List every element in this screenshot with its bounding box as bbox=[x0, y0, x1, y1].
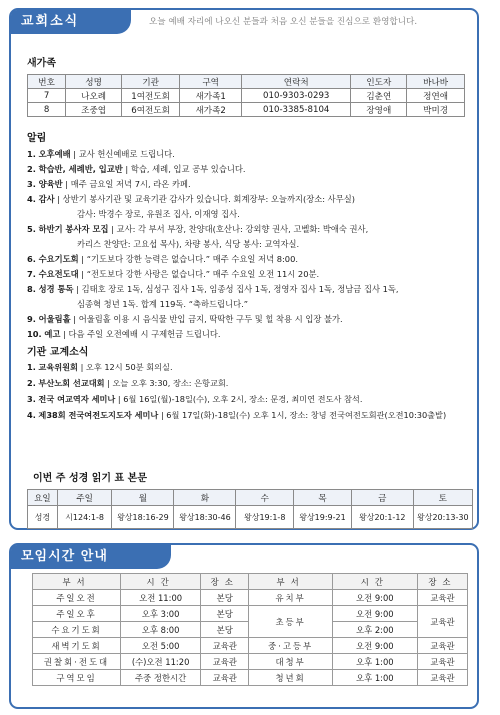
bible-reading-title: 이번 주 성경 읽기 표 본문 bbox=[33, 473, 148, 484]
meeting-place: 본당 bbox=[201, 590, 249, 606]
table-row bbox=[28, 506, 473, 529]
list-item-text: | 6월 16일(월)-18일(수), 오후 2시, 장소: 문경, 최미연 전도사 참석. bbox=[115, 394, 363, 404]
meeting-name: 수요기도회 bbox=[33, 622, 121, 638]
notices-list bbox=[27, 147, 477, 342]
list-item-label: 수요전도대 bbox=[38, 269, 79, 279]
institution-news-list bbox=[27, 359, 482, 423]
newcomer-district: 새가족1 bbox=[180, 89, 242, 103]
list-item-text: | 상반기 봉사기관 및 교육기관 감사가 있습니다. 회계장부: 오늘까지(장소: 사무실) bbox=[54, 194, 355, 204]
list-item bbox=[27, 177, 477, 192]
list-item-label: 양육반 bbox=[38, 179, 63, 189]
list-item bbox=[27, 222, 477, 237]
meeting-place: 교육관 bbox=[417, 654, 467, 670]
newcomer-barnabas: 정연애 bbox=[407, 89, 465, 103]
list-item-number: 6. bbox=[27, 254, 36, 264]
list-item-number: 5. bbox=[27, 224, 36, 234]
header-leader: 인도자 bbox=[351, 75, 407, 89]
list-item-text: 감사: 박경수 장로, 유원조 집사, 이재영 집사. bbox=[77, 209, 240, 219]
list-item-text: 카리스 찬양단: 고요섭 목사), 차량 봉사, 식당 봉사: 교역자실. bbox=[77, 239, 300, 249]
welcome-message: 오늘 예배 자리에 나오신 분들과 처음 오신 분들을 진심으로 환영합니다. bbox=[149, 17, 418, 27]
list-item-text: | 김태호 장로 1독, 심성구 집사 1독, 임종성 집사 1독, 정영자 집사 1독, 정남금 집사 1독, bbox=[73, 284, 399, 294]
bible-reading-header-row bbox=[28, 490, 473, 506]
reading-cell: 왕상18:30-46 bbox=[174, 506, 236, 529]
reading-header-cell: 주일 bbox=[57, 490, 112, 506]
meeting-name: 주일오후 bbox=[33, 606, 121, 622]
list-item-label: 수요기도회 bbox=[38, 254, 79, 264]
list-item bbox=[27, 252, 477, 267]
reading-cell: 왕상19:1-8 bbox=[236, 506, 294, 529]
list-item-label: 부산노회 선교대회 bbox=[38, 378, 105, 388]
meeting-name: 주일오전 bbox=[33, 590, 121, 606]
meeting-name: 청년회 bbox=[249, 670, 332, 686]
newcomer-contact: 010-3385-8104 bbox=[242, 103, 351, 117]
newcomer-name: 조중엽 bbox=[66, 103, 122, 117]
meeting-name: 새벽기도회 bbox=[33, 638, 121, 654]
institution-news-title: 기관 교계소식 bbox=[27, 347, 89, 358]
header-place: 장소 bbox=[417, 574, 467, 590]
list-item-label: 오후예배 bbox=[38, 149, 71, 159]
list-item-number: 10. bbox=[27, 329, 42, 339]
church-news-header: 교회소식 bbox=[11, 10, 131, 34]
table-row bbox=[33, 638, 468, 654]
list-item bbox=[27, 162, 477, 177]
meeting-time: 오후 2:00 bbox=[332, 622, 417, 638]
reading-cell: 왕상20:13-30 bbox=[413, 506, 472, 529]
meeting-times-table bbox=[32, 573, 468, 686]
meeting-time: 오전 9:00 bbox=[332, 638, 417, 654]
list-item-number: 9. bbox=[27, 314, 36, 324]
reading-header-cell: 요일 bbox=[28, 490, 58, 506]
list-item-label: 성경 통독 bbox=[38, 284, 74, 294]
meeting-place: 교육관 bbox=[201, 654, 249, 670]
newcomers-title: 새가족 bbox=[27, 58, 56, 69]
meeting-place: 본당 bbox=[201, 622, 249, 638]
meeting-name: 구역모임 bbox=[33, 670, 121, 686]
meeting-time-text: 정한시간 bbox=[153, 672, 187, 683]
table-row bbox=[33, 670, 468, 686]
meeting-place: 교육관 bbox=[201, 638, 249, 654]
list-item-label: 감사 bbox=[38, 194, 55, 204]
meeting-time: 오후 3:00 bbox=[121, 606, 201, 622]
list-item-label: 예고 bbox=[44, 329, 61, 339]
list-item-number: 3. bbox=[27, 179, 36, 189]
list-item-text: | 어울림홀 이용 시 음식물 반입 금지, 딱딱한 구두 및 힐 착용 시 입장 불가. bbox=[70, 314, 343, 324]
reading-header-cell: 수 bbox=[236, 490, 294, 506]
notices-title: 알림 bbox=[27, 133, 47, 144]
newcomers-table bbox=[27, 74, 465, 117]
reading-header-cell: 목 bbox=[293, 490, 351, 506]
meeting-header-row bbox=[33, 574, 468, 590]
list-item-text: | “전도보다 강한 사랑은 없습니다.” 매주 수요일 오전 11시 20분. bbox=[78, 269, 320, 279]
list-item bbox=[27, 327, 477, 342]
list-item bbox=[27, 237, 477, 252]
list-item-number: 1. bbox=[27, 149, 36, 159]
list-item bbox=[27, 297, 477, 312]
newcomer-district: 새가족2 bbox=[180, 103, 242, 117]
list-item bbox=[27, 407, 482, 423]
list-item-label: 교육위원회 bbox=[38, 362, 78, 372]
header-number: 번호 bbox=[28, 75, 66, 89]
church-news-panel bbox=[9, 8, 479, 530]
list-item-label: 어울림홀 bbox=[38, 314, 71, 324]
list-item-text: | 오후 12시 50분 회의실. bbox=[77, 362, 173, 372]
header-place: 장소 bbox=[201, 574, 249, 590]
list-item-number: 8. bbox=[27, 284, 36, 294]
list-item-number: 2. bbox=[27, 378, 36, 388]
list-item bbox=[27, 207, 477, 222]
list-item-text: | 학습, 세례, 입교 공부 있습니다. bbox=[122, 164, 246, 174]
meeting-place: 교육관 bbox=[417, 590, 467, 606]
meeting-times-panel bbox=[9, 543, 479, 709]
header-time: 시간 bbox=[332, 574, 417, 590]
newcomer-name: 나오례 bbox=[66, 89, 122, 103]
reading-header-cell: 화 bbox=[174, 490, 236, 506]
reading-cell: 시124:1-8 bbox=[57, 506, 112, 529]
list-item-text: | 교사 헌신예배로 드립니다. bbox=[70, 149, 175, 159]
meeting-name: 대청부 bbox=[249, 654, 332, 670]
header-time: 시간 bbox=[121, 574, 201, 590]
meeting-place: 본당 bbox=[201, 606, 249, 622]
meeting-times-header: 모임시간 안내 bbox=[11, 545, 171, 569]
reading-cell: 성경 bbox=[28, 506, 58, 529]
meeting-time: 오전 9:00 bbox=[332, 606, 417, 622]
meeting-name: 유치부 bbox=[249, 590, 332, 606]
reading-cell: 왕상19:9-21 bbox=[293, 506, 351, 529]
newcomer-leader: 장영애 bbox=[351, 103, 407, 117]
newcomer-number: 7 bbox=[28, 89, 66, 103]
list-item-label: 하반기 봉사자 모집 bbox=[38, 224, 109, 234]
newcomer-leader: 김춘연 bbox=[351, 89, 407, 103]
meeting-time: 오전 11:00 bbox=[121, 590, 201, 606]
meeting-time: 오후 1:00 bbox=[332, 670, 417, 686]
meeting-time: 오전 9:00 bbox=[332, 590, 417, 606]
newcomer-group: 6여전도회 bbox=[122, 103, 180, 117]
meeting-time-text: 주중 bbox=[135, 672, 152, 683]
newcomer-contact: 010-9303-0293 bbox=[242, 89, 351, 103]
reading-header-cell: 토 bbox=[413, 490, 472, 506]
meeting-place: 교육관 bbox=[417, 670, 467, 686]
header-department: 부서 bbox=[33, 574, 121, 590]
list-item-number: 4. bbox=[27, 194, 36, 204]
table-row bbox=[33, 590, 468, 606]
meeting-place: 교육관 bbox=[201, 670, 249, 686]
newcomers-header-row bbox=[28, 75, 465, 89]
list-item-label: 제38회 전국여전도지도자 세미나 bbox=[38, 410, 159, 420]
meeting-time bbox=[121, 670, 201, 686]
meeting-time: 오후 8:00 bbox=[121, 622, 201, 638]
header-group: 기관 bbox=[122, 75, 180, 89]
newcomer-number: 8 bbox=[28, 103, 66, 117]
header-name: 성명 bbox=[66, 75, 122, 89]
list-item bbox=[27, 391, 482, 407]
meeting-name: 초등부 bbox=[249, 606, 332, 638]
table-row bbox=[28, 89, 465, 103]
table-row bbox=[33, 606, 468, 622]
meeting-time: 오전 5:00 bbox=[121, 638, 201, 654]
reading-cell: 왕상18:16-29 bbox=[112, 506, 174, 529]
list-item-number: 7. bbox=[27, 269, 36, 279]
meeting-place: 교육관 bbox=[417, 638, 467, 654]
list-item-text: | 6월 17일(화)-18일(수) 오후 1시, 장소: 창녕 전국여전도회관(오전10:30출발) bbox=[158, 410, 447, 420]
header-department: 부서 bbox=[249, 574, 332, 590]
table-row bbox=[28, 103, 465, 117]
list-item-text: | “기도보다 강한 능력은 없습니다.” 매주 수요일 저녁 8:00. bbox=[78, 254, 298, 264]
list-item-text: | 오늘 오후 3:30, 장소: 은항교회. bbox=[104, 378, 229, 388]
list-item bbox=[27, 282, 477, 297]
bible-reading-table bbox=[27, 489, 473, 529]
list-item-label: 전국 여교역자 세미나 bbox=[38, 394, 116, 404]
list-item-text: | 매주 금요일 저녁 7시, 라온 카페. bbox=[62, 179, 191, 189]
reading-header-cell: 월 bbox=[112, 490, 174, 506]
table-row bbox=[33, 654, 468, 670]
meeting-time: (수)오전 11:20 bbox=[121, 654, 201, 670]
list-item bbox=[27, 312, 477, 327]
meeting-place: 교육관 bbox=[417, 606, 467, 638]
list-item bbox=[27, 359, 482, 375]
newcomer-group: 1여전도회 bbox=[122, 89, 180, 103]
newcomer-barnabas: 박미경 bbox=[407, 103, 465, 117]
header-district: 구역 bbox=[180, 75, 242, 89]
header-contact: 연락처 bbox=[242, 75, 351, 89]
reading-header-cell: 금 bbox=[351, 490, 413, 506]
list-item bbox=[27, 192, 477, 207]
meeting-name: 중·고등부 bbox=[249, 638, 332, 654]
list-item-number: 2. bbox=[27, 164, 36, 174]
list-item-text: 심종혁 청년 1독. 합계 119독. “축하드립니다.” bbox=[77, 299, 249, 309]
meeting-name: 권찰회·전도대 bbox=[33, 654, 121, 670]
list-item-number: 4. bbox=[27, 410, 36, 420]
list-item bbox=[27, 147, 477, 162]
meeting-time: 오후 1:00 bbox=[332, 654, 417, 670]
reading-cell: 왕상20:1-12 bbox=[351, 506, 413, 529]
header-barnabas: 바나바 bbox=[407, 75, 465, 89]
list-item-label: 학습반, 세례반, 입교반 bbox=[38, 164, 123, 174]
list-item-text: | 다음 주일 오전예배 시 구제헌금 드립니다. bbox=[60, 329, 221, 339]
list-item-number: 1. bbox=[27, 362, 36, 372]
list-item bbox=[27, 375, 482, 391]
list-item bbox=[27, 267, 477, 282]
list-item-number: 3. bbox=[27, 394, 36, 404]
list-item-text: | 교사: 각 부서 부장, 찬양대(호산나: 강외향 권사, 고벨화: 박애숙 권사, bbox=[108, 224, 369, 234]
